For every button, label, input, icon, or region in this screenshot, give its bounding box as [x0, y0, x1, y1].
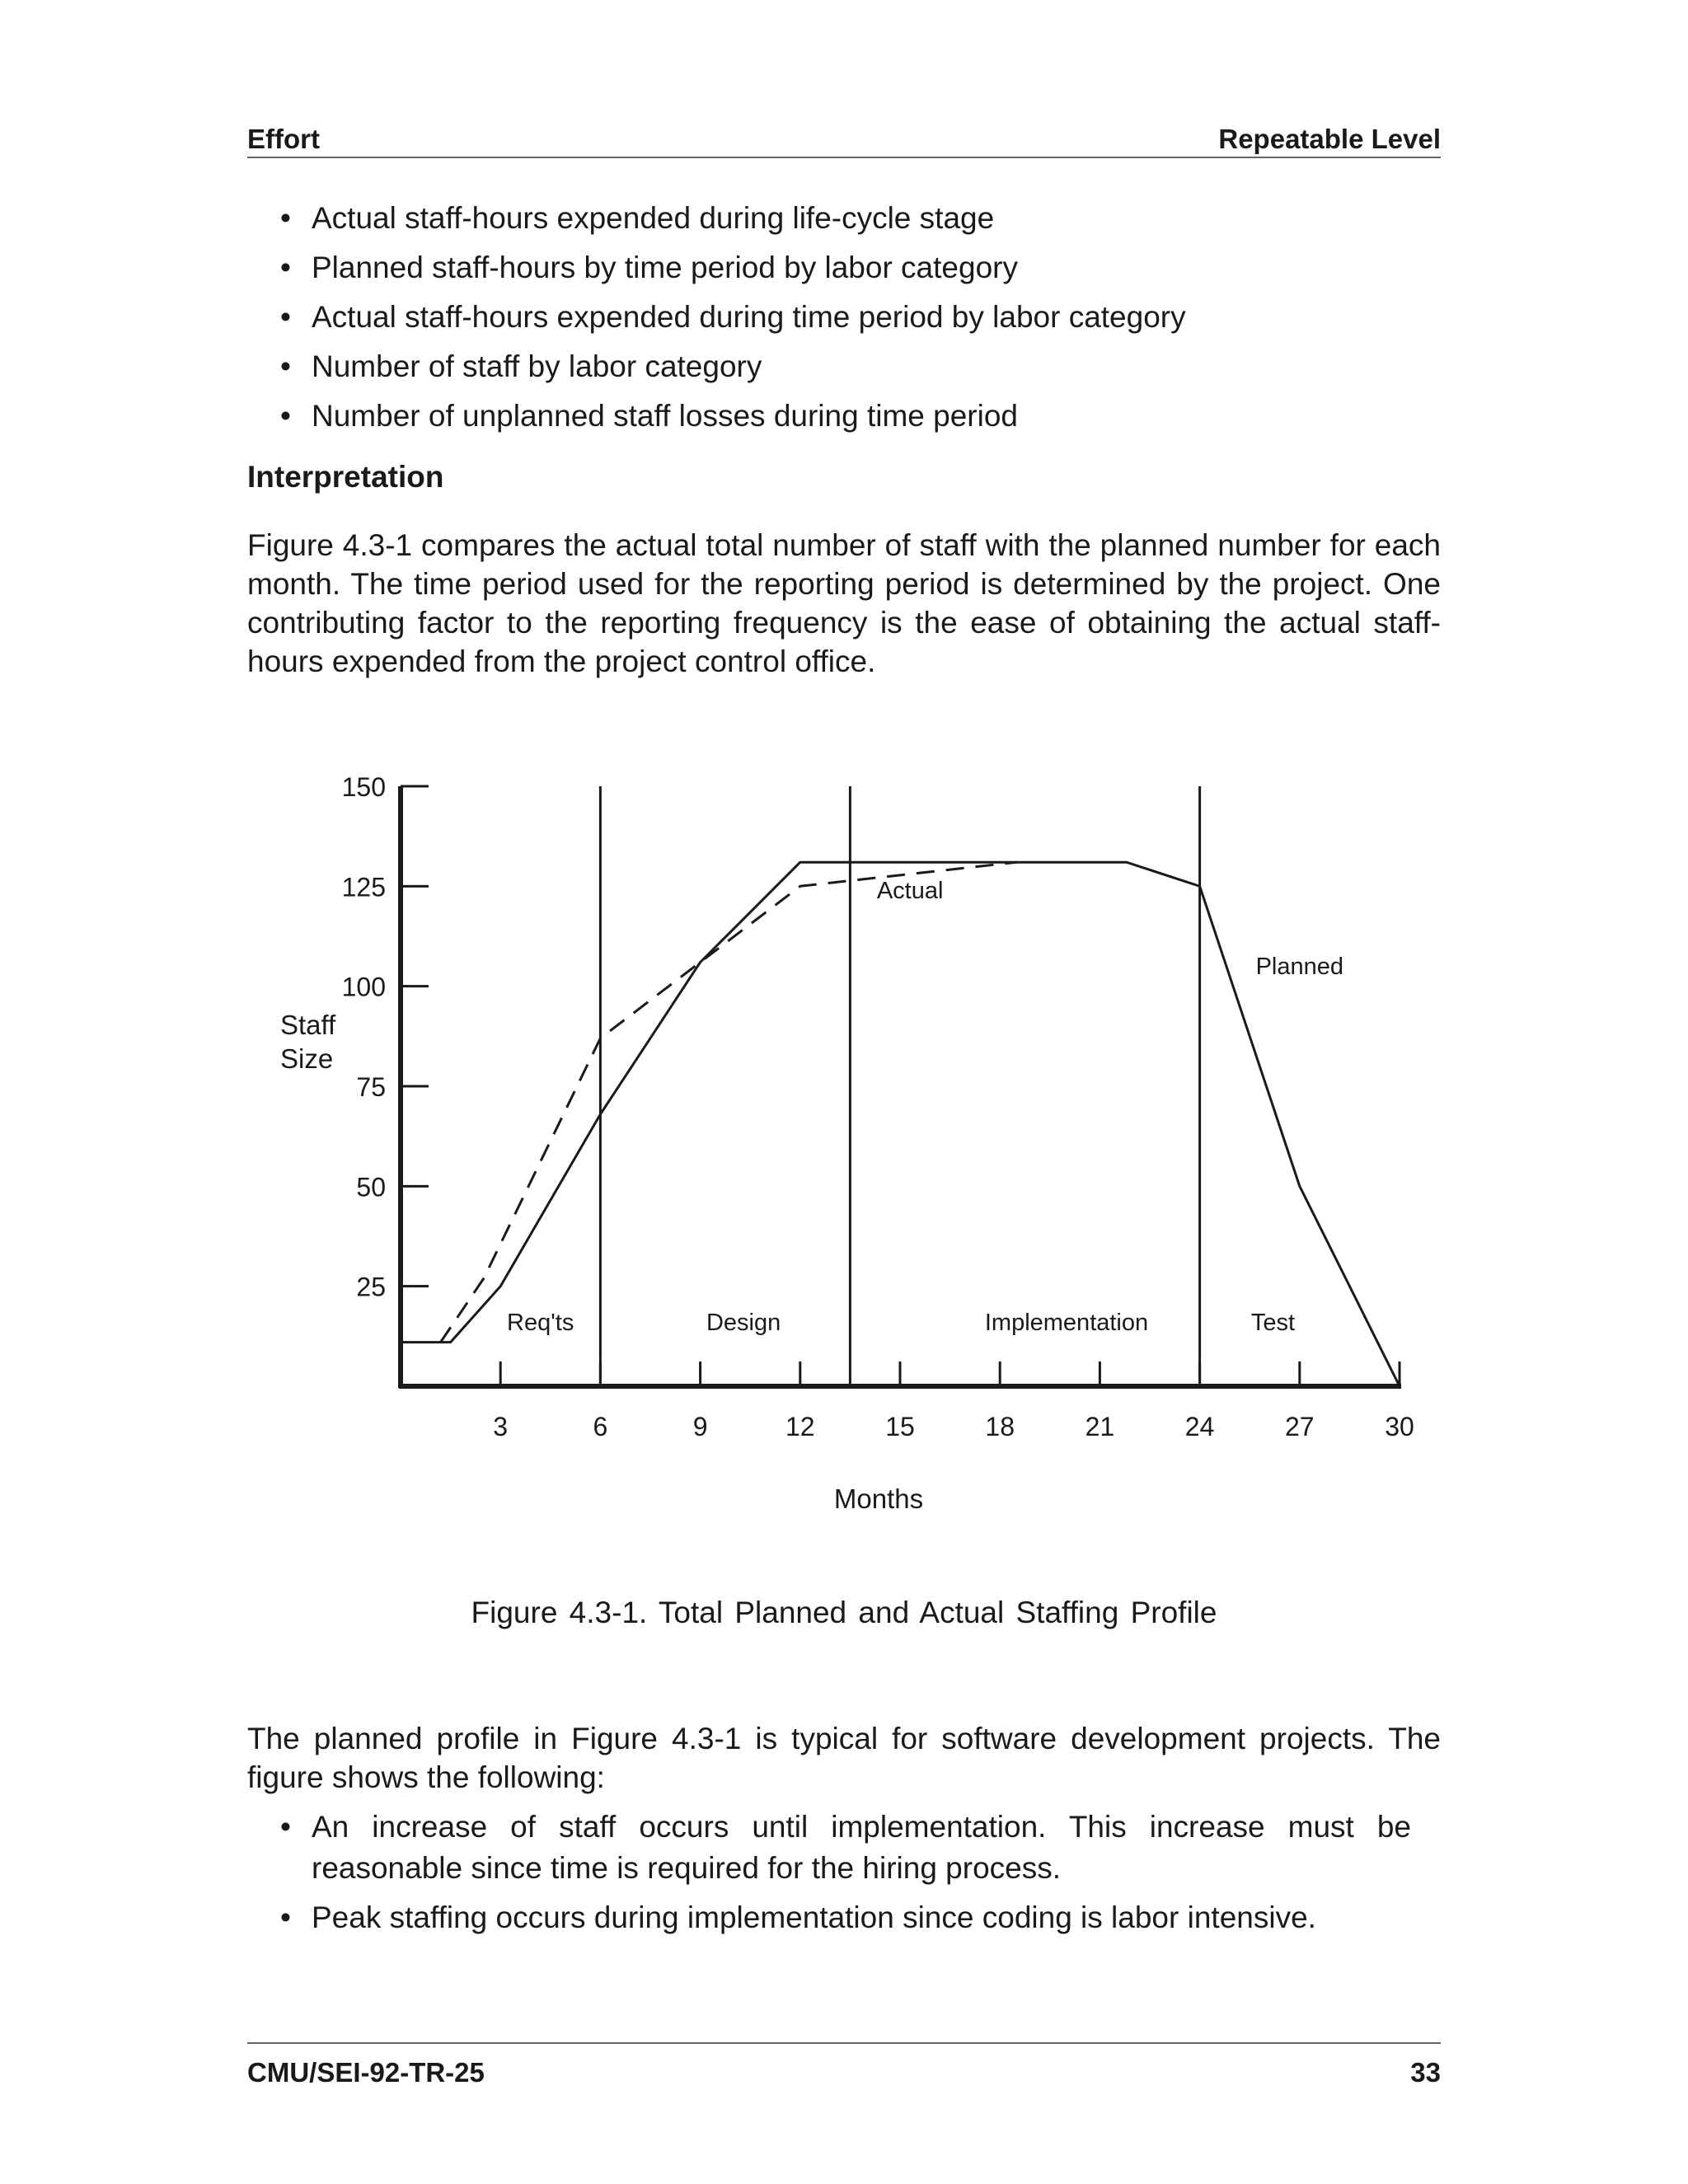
x-axis-title: Months	[833, 1483, 924, 1514]
x-tick-label: 30	[1385, 1412, 1414, 1441]
x-tick-label: 27	[1285, 1412, 1315, 1441]
actual-series-label: Actual	[876, 877, 944, 904]
phase-label: Req'ts	[507, 1310, 574, 1336]
list-item: • Actual staff-hours expended during time period by labor category	[280, 297, 1186, 338]
list-item: • Planned staff-hours by time period by labor category	[280, 247, 1186, 288]
planned-series-line	[401, 862, 1400, 1386]
figure-caption: Figure 4.3-1. Total Planned and Actual Staffing Profile	[471, 1596, 1217, 1629]
y-tick-label: 25	[356, 1272, 386, 1302]
y-tick-label: 150	[341, 772, 386, 802]
x-tick-label: 24	[1184, 1412, 1215, 1441]
section-heading: Interpretation	[247, 460, 444, 494]
header-section-title: Effort	[247, 124, 320, 154]
list-item: • Number of staff by labor category	[280, 346, 1186, 387]
planned-series-label: Planned	[1255, 954, 1344, 981]
list-item: • Number of unplanned staff losses during time period	[280, 396, 1186, 437]
phase-label: Test	[1250, 1310, 1296, 1336]
y-axis-title: Staff	[280, 1010, 336, 1040]
page-footer	[247, 2042, 1441, 2093]
list-item: • Actual staff-hours expended during life-cycle stage	[280, 198, 1186, 239]
report-number: CMU/SEI-92-TR-25	[247, 2057, 485, 2088]
x-tick-label: 12	[785, 1412, 815, 1441]
x-tick-label: 18	[985, 1412, 1015, 1441]
list-item: • Peak staffing occurs during implementation since coding is labor intensive.	[280, 1897, 1411, 1938]
phase-label: Implementation	[984, 1310, 1149, 1336]
x-tick-label: 3	[493, 1412, 509, 1441]
y-axis-title: Size	[280, 1043, 334, 1074]
phase-label: Design	[706, 1310, 781, 1336]
y-tick-label: 125	[341, 872, 386, 902]
x-tick-label: 9	[692, 1412, 708, 1441]
interpretation-paragraph: Figure 4.3-1 compares the actual total number of staff with the planned number for each month. The time period used for the reporting period is determined by the project. One contributing factor to the reporting frequency is the ease of obtaining the actual staff-hours expended from the project control office.	[247, 528, 1441, 678]
page-number: 33	[1410, 2057, 1441, 2088]
y-tick-label: 50	[356, 1172, 386, 1202]
x-tick-label: 21	[1085, 1412, 1115, 1441]
x-tick-label: 15	[885, 1412, 915, 1441]
y-tick-label: 100	[341, 972, 386, 1002]
header-level-title: Repeatable Level	[1218, 124, 1441, 154]
y-tick-label: 75	[356, 1072, 386, 1102]
planned-profile-paragraph: The planned profile in Figure 4.3-1 is typical for software development projects. The figure shows the following:	[247, 1722, 1441, 1794]
x-tick-label: 6	[593, 1412, 608, 1441]
observations-bullet-list	[280, 1807, 1411, 1947]
list-item: • An increase of staff occurs until implementation. This increase must be reasonable since time is required for the hiring process.	[280, 1807, 1411, 1889]
